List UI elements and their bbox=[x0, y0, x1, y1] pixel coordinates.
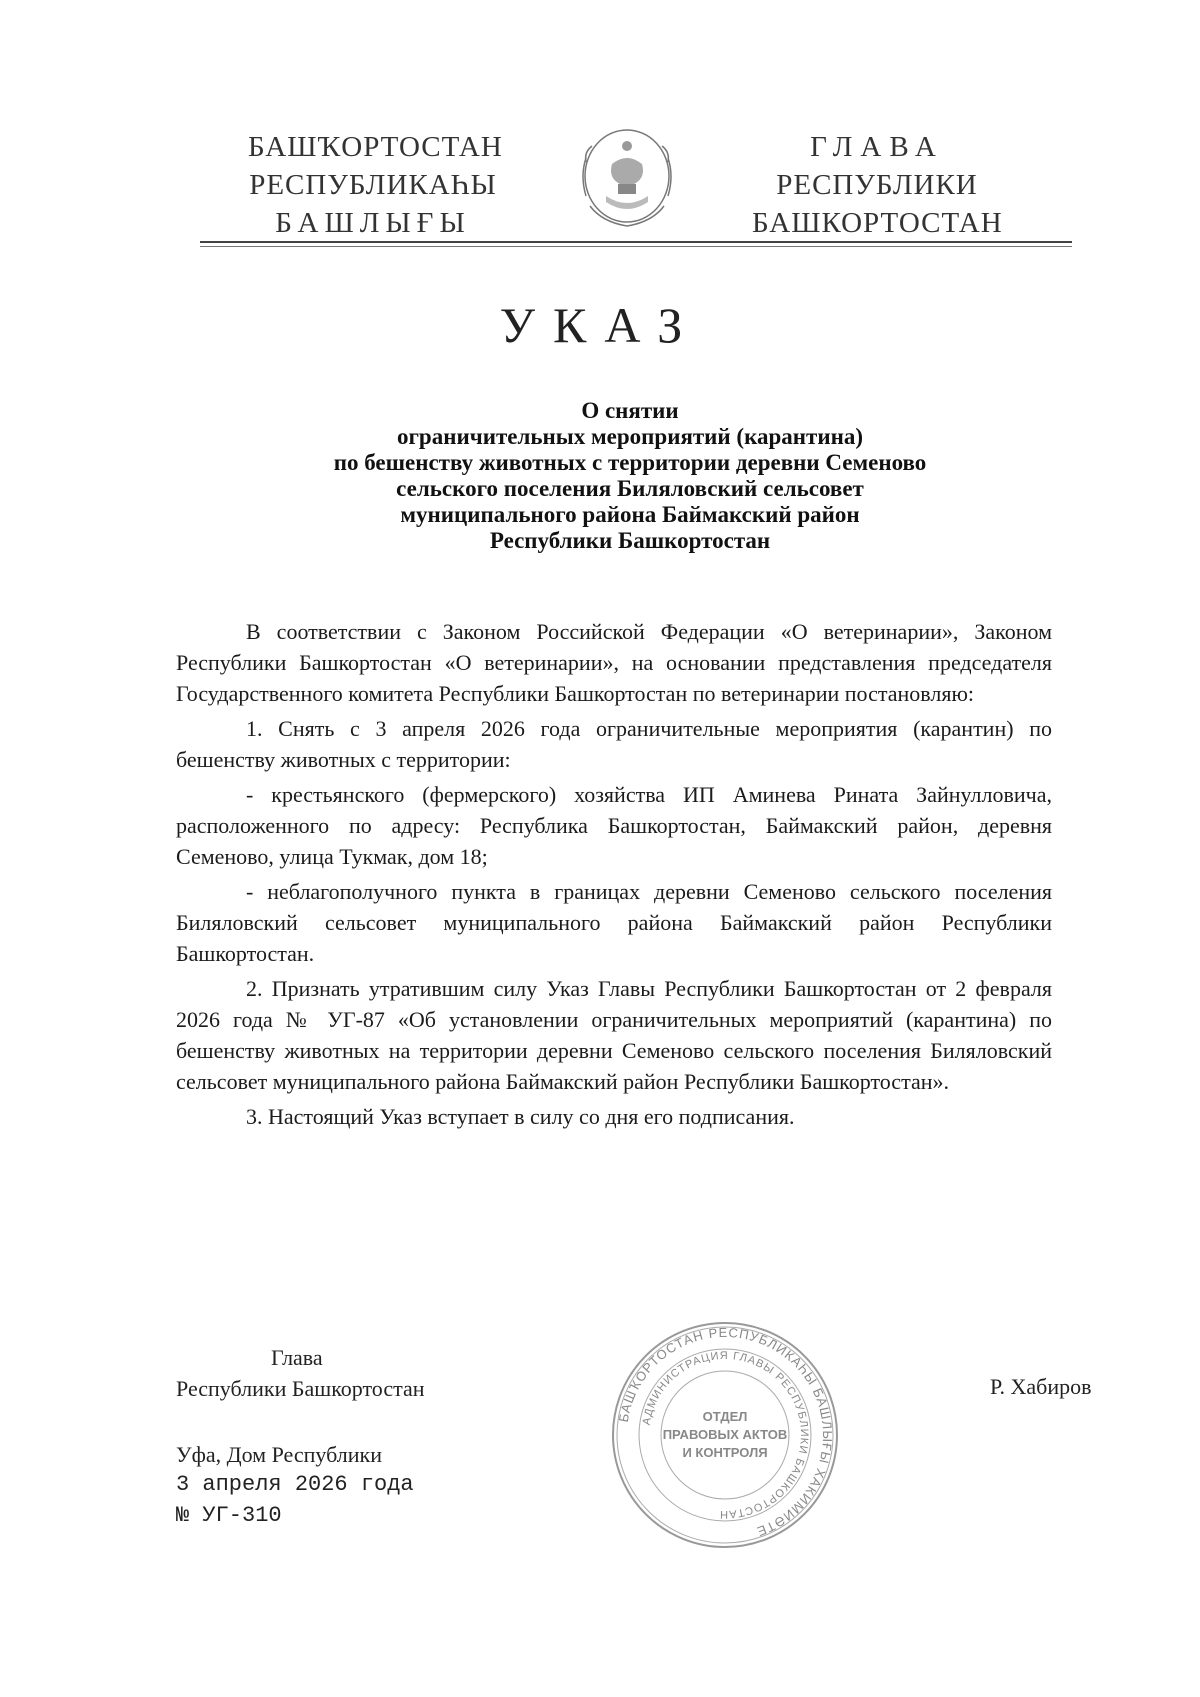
header-divider-thin bbox=[200, 246, 1072, 247]
document-title bbox=[250, 398, 1010, 554]
title-line: Республики Башкортостан bbox=[489, 528, 771, 553]
preamble-paragraph: В соответствии с Законом Российской Федерации «О ветеринарии», Законом Республики Башкортостан «О ветеринарии», на основании представления председателя Государственного комитета Республики Башкортостан по ветеринарии постановляю: bbox=[176, 619, 1052, 706]
document-type: УКАЗ bbox=[499, 297, 701, 353]
signer-title-line: Глава bbox=[271, 1345, 323, 1370]
item-1-subitem: - неблагополучного пункта в границах деревни Семеново сельского поселения Биляловский сельсовет муниципального района Баймакский район Республики Башкортостан. bbox=[176, 879, 1052, 966]
header-right-block bbox=[752, 128, 1002, 242]
decree-number: № УГ-310 bbox=[176, 1503, 282, 1528]
signer-title bbox=[176, 1342, 506, 1404]
stamp-inner-text: АДМИНИСТРАЦИЯ ГЛАВЫ РЕСПУБЛИКИ БАШКОРТОСТАН bbox=[640, 1349, 811, 1521]
title-line: муниципального района Баймакский район bbox=[400, 502, 860, 527]
issue-place: Уфа, Дом Республики bbox=[176, 1442, 382, 1467]
stamp-outer-text: БАШҠОРТОСТАН РЕСПУБЛИКАҺЫ БАШЛЫҒЫ ХАКИМИӘТЕ bbox=[615, 1324, 836, 1540]
header-left-block bbox=[248, 128, 503, 242]
header-right-line: БАШКОРТОСТАН bbox=[752, 207, 1003, 239]
document-body bbox=[176, 616, 1052, 1136]
header-right-line: ГЛАВА bbox=[810, 131, 944, 163]
item-1-paragraph: 1. Снять с 3 апреля 2026 года ограничительные мероприятия (карантин) по бешенству животных с территории: bbox=[176, 716, 1052, 772]
item-1-subitem: - крестьянского (фермерского) хозяйства ИП Аминева Рината Зайнулловича, расположенного по адресу: Республика Башкортостан, Баймакский район, деревня Семеново, улица Тукмак, дом 18; bbox=[176, 782, 1052, 869]
signer-name: Р. Хабиров bbox=[990, 1374, 1092, 1399]
item-3-paragraph: 3. Настоящий Указ вступает в силу со дня его подписания. bbox=[246, 1104, 795, 1129]
header-right-line: РЕСПУБЛИКИ bbox=[776, 169, 978, 201]
coat-of-arms-icon bbox=[572, 118, 682, 236]
title-line: сельского поселения Биляловский сельсовет bbox=[396, 476, 864, 501]
signer-title-line: Республики Башкортостан bbox=[176, 1376, 425, 1401]
official-stamp bbox=[610, 1320, 840, 1550]
stamp-center-line: ПРАВОВЫХ АКТОВ bbox=[662, 1427, 788, 1442]
stamp-center-line: ОТДЕЛ bbox=[702, 1409, 748, 1424]
title-line: О снятии bbox=[581, 398, 679, 423]
issue-date: 3 апреля 2026 года bbox=[176, 1472, 414, 1497]
header-divider bbox=[200, 241, 1072, 243]
header-left-line: БАШЛЫҒЫ bbox=[275, 207, 471, 239]
header-left-line: РЕСПУБЛИКАҺЫ bbox=[249, 169, 497, 201]
item-2-paragraph: 2. Признать утратившим силу Указ Главы Республики Башкортостан от 2 февраля 2026 года № УГ-87 «Об установлении ограничительных мероприятий (карантина) по бешенству животных на территории деревни Семеново сельского поселения Биляловский сельсовет муниципального района Баймакский район Республики Башкортостан». bbox=[176, 976, 1052, 1094]
stamp-center-line: И КОНТРОЛЯ bbox=[682, 1445, 768, 1460]
title-line: ограничительных мероприятий (карантина) bbox=[396, 424, 864, 449]
header-left-line: БАШҠОРТОСТАН bbox=[248, 131, 503, 163]
title-line: по бешенству животных с территории деревни Семеново bbox=[333, 450, 927, 475]
